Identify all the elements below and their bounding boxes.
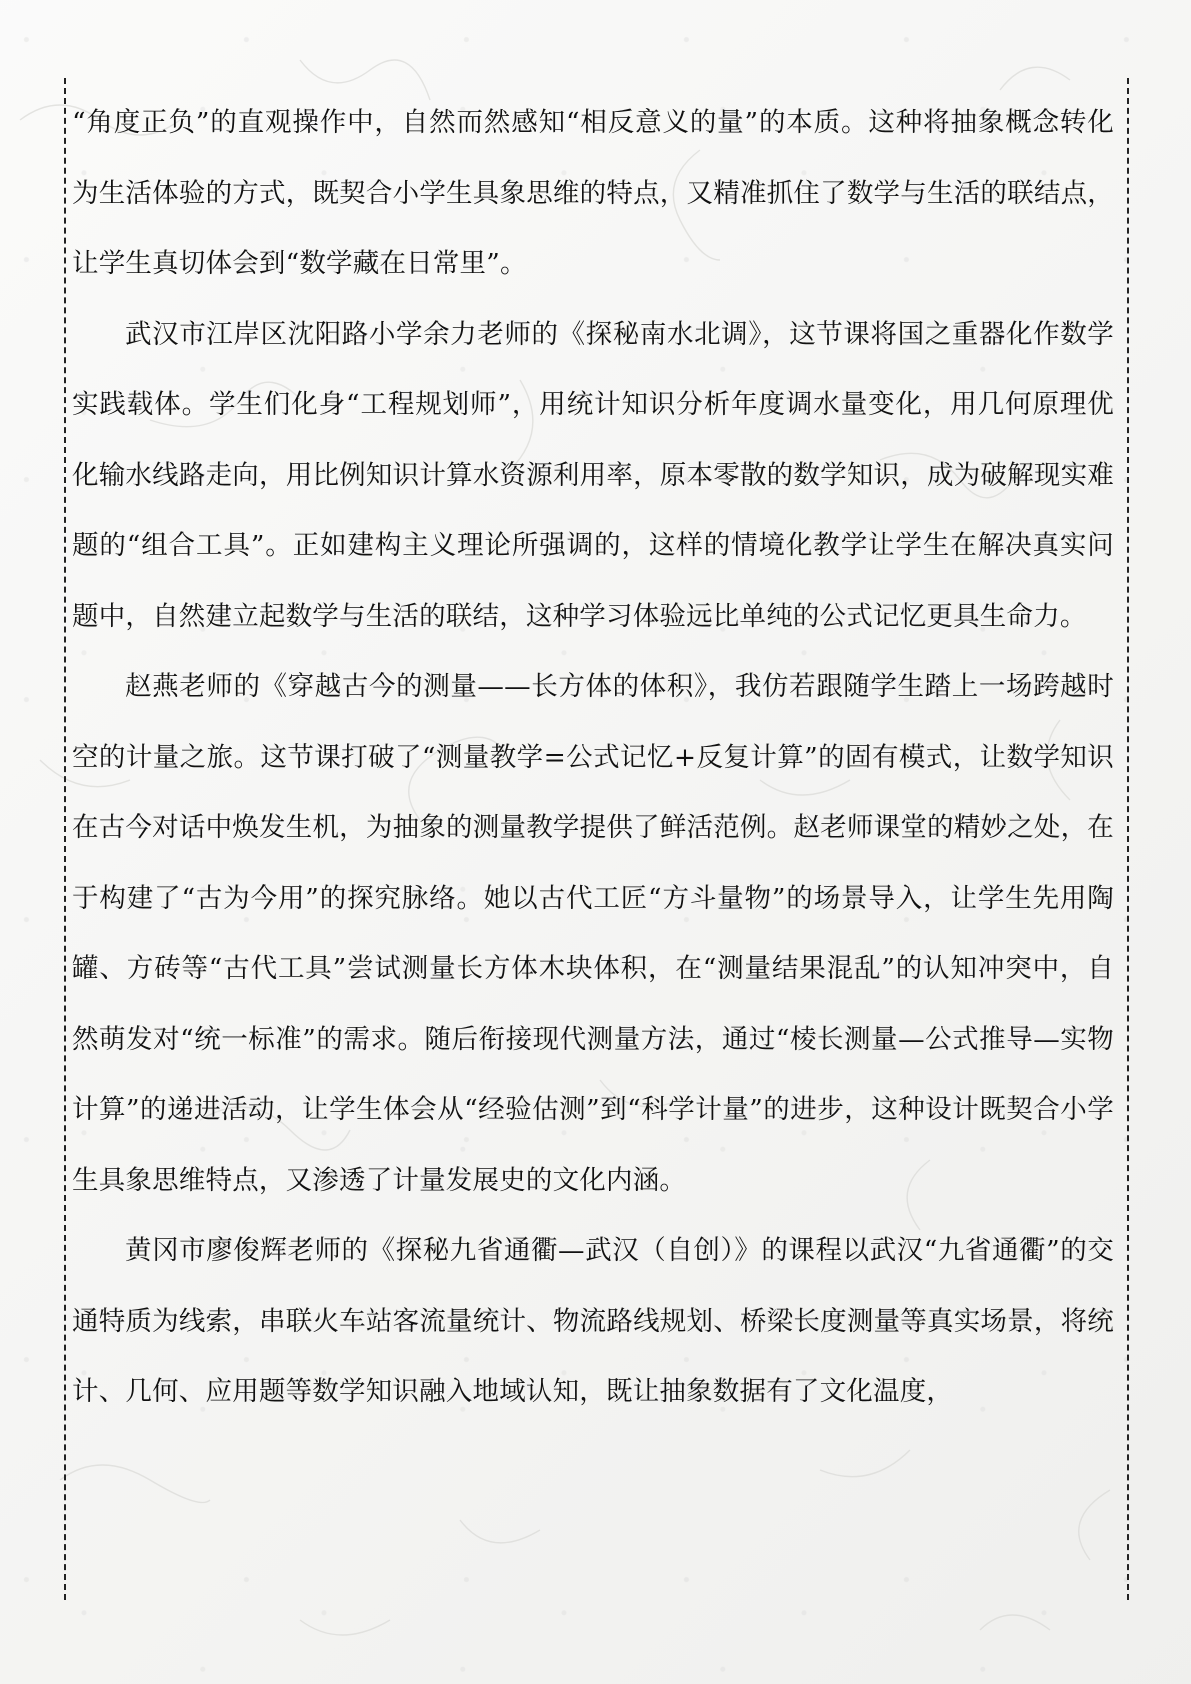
paragraph-2: 武汉市江岸区沈阳路小学余力老师的《探秘南水北调》，这节课将国之重器化作数学实践载体。学生们化身“工程规划师”，用统计知识分析年度调水量变化，用几何原理优化输水线路走向，用比例知识计算水资源利用率，原本零散的数学知识，成为破解现实难题的“组合工具”。正如建构主义理论所强调的，这样的情境化教学让学生在解决真实问题中，自然建立起数学与生活的联结，这种学习体验远比单纯的公式记忆更具生命力。 <box>72 318 1114 632</box>
paragraph-4: 黄冈市廖俊辉老师的《探秘九省通衢—武汉（自创）》的课程以武汉“九省通衢”的交通特质为线索，串联火车站客流量统计、物流路线规划、桥梁长度测量等真实场景，将统计、几何、应用题等数学知识融入地域认知，既让抽象数据有了文化温度， <box>72 1235 1114 1407</box>
document-body <box>72 88 1114 1428</box>
paragraph-3: 赵燕老师的《穿越古今的测量——长方体的体积》，我仿若跟随学生踏上一场跨越时空的计量之旅。这节课打破了“测量教学=公式记忆+反复计算”的固有模式，让数学知识在古今对话中焕发生机，为抽象的测量教学提供了鲜活范例。赵老师课堂的精妙之处，在于构建了“古为今用”的探究脉络。她以古代工匠“方斗量物”的场景导入，让学生先用陶罐、方砖等“古代工具”尝试测量长方体木块体积，在“测量结果混乱”的认知冲突中，自然萌发对“统一标准”的需求。随后衔接现代测量方法，通过“棱长测量—公式推导—实物计算”的递进活动，让学生体会从“经验估测”到“科学计量”的进步，这种设计既契合小学生具象思维特点，又渗透了计量发展史的文化内涵。 <box>72 671 1114 1196</box>
paragraph-1: “角度正负”的直观操作中，自然而然感知“相反意义的量”的本质。这种将抽象概念转化为生活体验的方式，既契合小学生具象思维的特点，又精准抓住了数学与生活的联结点，让学生真切体会到“数学藏在日常里”。 <box>72 107 1114 279</box>
right-dashed-border <box>1127 78 1129 1600</box>
left-dashed-border <box>64 78 66 1600</box>
